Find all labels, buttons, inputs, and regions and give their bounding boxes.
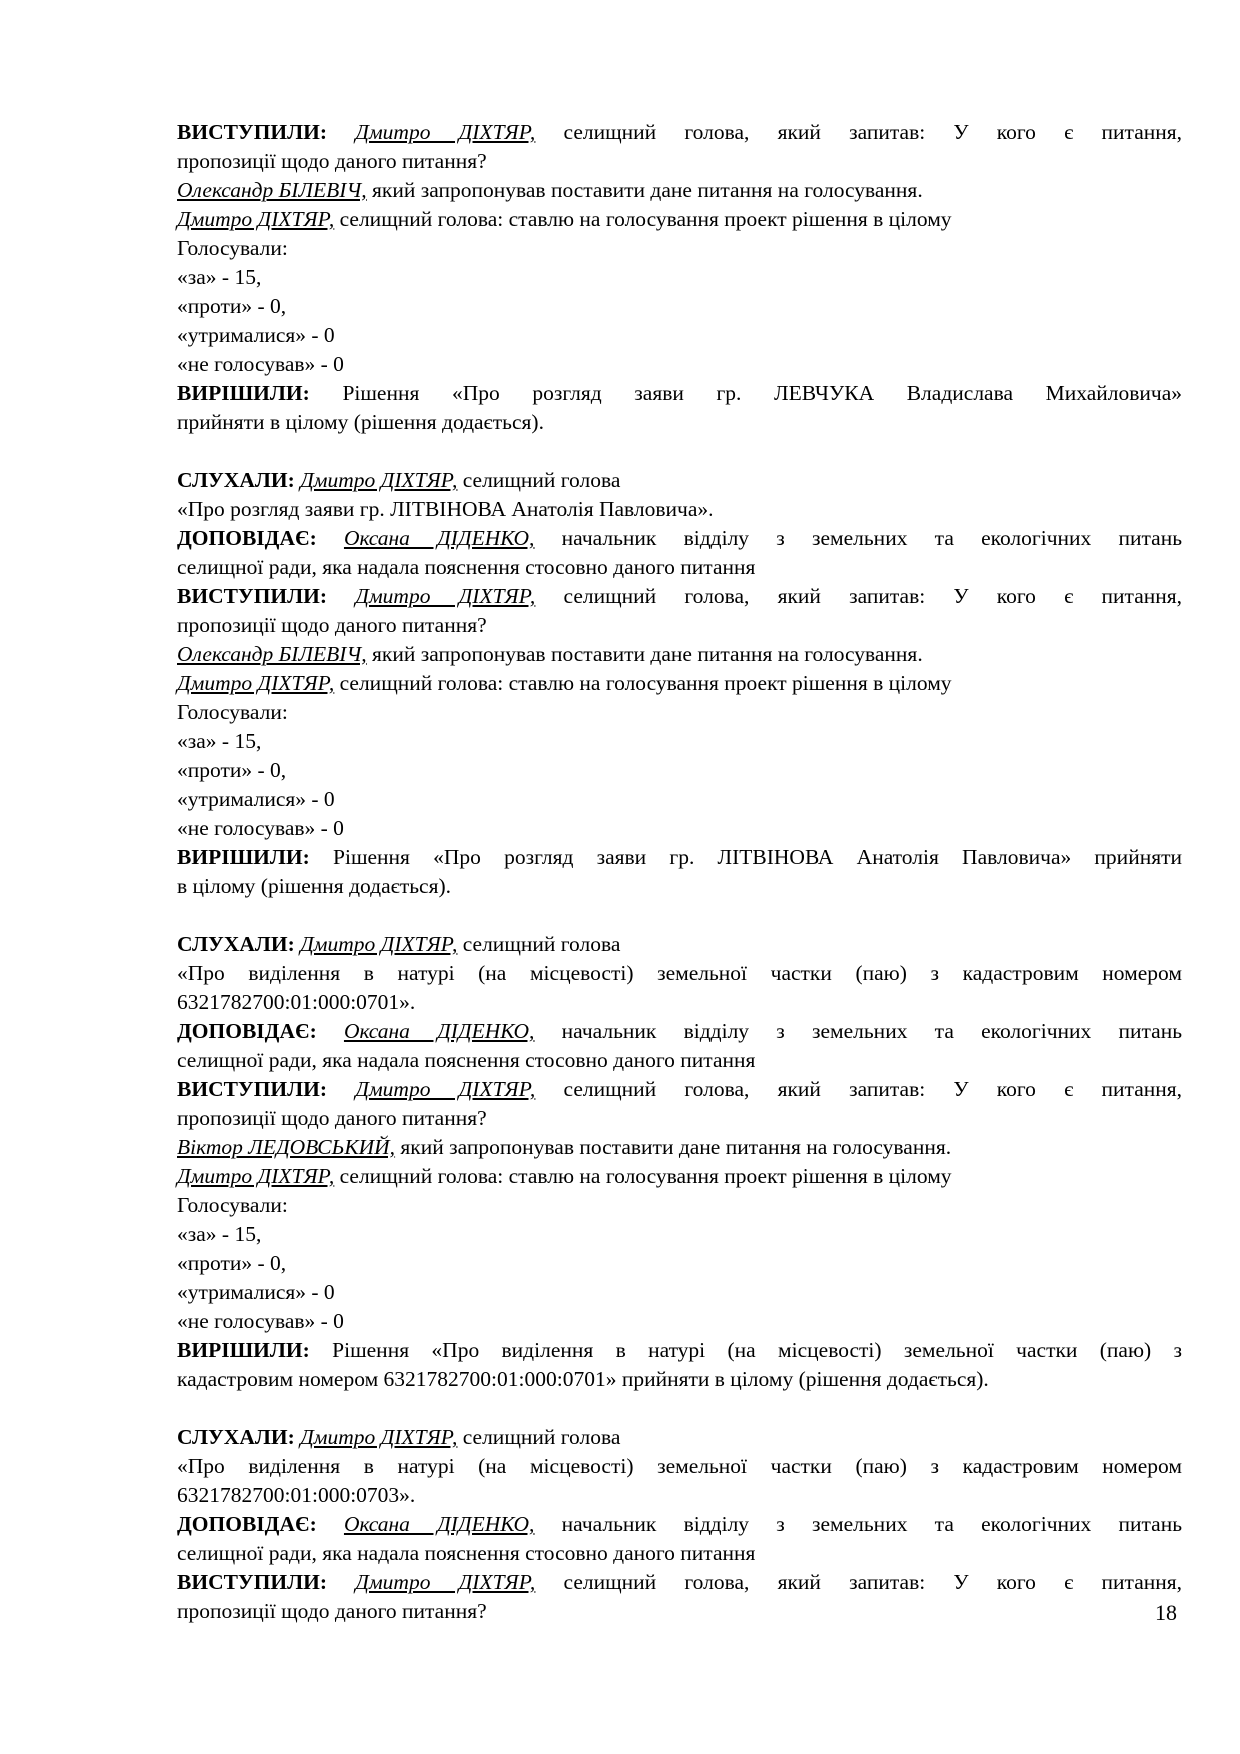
proposal-line: Олександр БІЛЕВІЧ, який запропонував поставити дане питання на голосування. — [177, 642, 923, 666]
put-to-vote-line: Дмитро ДІХТЯР, селищний голова: ставлю на голосування проект рішення в цілому — [177, 671, 952, 695]
heard-line: СЛУХАЛИ: Дмитро ДІХТЯР, селищний голова — [177, 932, 621, 956]
put-to-vote-line: Дмитро ДІХТЯР, селищний голова: ставлю на голосування проект рішення в цілому — [177, 207, 952, 231]
put-to-vote-line: Дмитро ДІХТЯР, селищний голова: ставлю на голосування проект рішення в цілому — [177, 1164, 952, 1188]
voted-label: Голосували: — [177, 700, 288, 724]
vote-for: «за» - 15, — [177, 265, 262, 289]
decision-line: ВИРІШИЛИ: Рішення «Про виділення в натурі (на місцевості) земельної частки (паю) з — [177, 1338, 1182, 1362]
reports-line: ДОПОВІДАЄ: Оксана ДІДЕНКО, начальник відділу з земельних та екологічних питань — [177, 1019, 1183, 1043]
spoke-line-cont: пропозиції щодо даного питання? — [177, 149, 487, 173]
vote-none: «не голосував» - 0 — [177, 1309, 344, 1333]
agenda-item-title-cont: 6321782700:01:000:0703». — [177, 1483, 416, 1507]
vote-for: «за» - 15, — [177, 729, 262, 753]
document-page — [177, 118, 1182, 1626]
proposal-line: Олександр БІЛЕВІЧ, який запропонував поставити дане питання на голосування. — [177, 178, 923, 202]
vote-against: «проти» - 0, — [177, 294, 287, 318]
agenda-item-title: «Про виділення в натурі (на місцевості) земельної частки (паю) з кадастровим номером — [177, 961, 1182, 985]
spoke-line: ВИСТУПИЛИ: Дмитро ДІХТЯР, селищний голова, який запитав: У кого є питання, — [177, 1570, 1183, 1594]
voted-label: Голосували: — [177, 236, 288, 260]
spoke-line-cont: пропозиції щодо даного питання? — [177, 1106, 487, 1130]
reports-line: ДОПОВІДАЄ: Оксана ДІДЕНКО, начальник відділу з земельних та екологічних питань — [177, 1512, 1183, 1536]
heard-line: СЛУХАЛИ: Дмитро ДІХТЯР, селищний голова — [177, 1425, 621, 1449]
vote-abstained: «утрималися» - 0 — [177, 323, 335, 347]
decision-line-cont: прийняти в цілому (рішення додається). — [177, 410, 544, 434]
reports-line-cont: селищної ради, яка надала пояснення стосовно даного питання — [177, 1541, 756, 1565]
reports-line-cont: селищної ради, яка надала пояснення стосовно даного питання — [177, 555, 756, 579]
vote-against: «проти» - 0, — [177, 1251, 287, 1275]
decision-line-cont: в цілому (рішення додається). — [177, 874, 452, 898]
decision-line-cont: кадастровим номером 6321782700:01:000:0701» прийняти в цілому (рішення додається). — [177, 1367, 989, 1391]
proposal-line: Віктор ЛЕДОВСЬКИЙ, який запропонував поставити дане питання на голосування. — [177, 1135, 952, 1159]
spoke-line: ВИСТУПИЛИ: Дмитро ДІХТЯР, селищний голова, який запитав: У кого є питання, — [177, 584, 1183, 608]
spoke-line: ВИСТУПИЛИ: Дмитро ДІХТЯР, селищний голова, який запитав: У кого є питання, — [177, 1077, 1183, 1101]
vote-none: «не голосував» - 0 — [177, 352, 344, 376]
spoke-line: ВИСТУПИЛИ: Дмитро ДІХТЯР, селищний голова, який запитав: У кого є питання, — [177, 120, 1183, 144]
decision-line: ВИРІШИЛИ: Рішення «Про розгляд заяви гр. ЛІТВІНОВА Анатолія Павловича» прийняти — [177, 845, 1182, 869]
vote-abstained: «утрималися» - 0 — [177, 1280, 335, 1304]
agenda-item-title: «Про розгляд заяви гр. ЛІТВІНОВА Анатолія Павловича». — [177, 497, 714, 521]
vote-none: «не голосував» - 0 — [177, 816, 344, 840]
page-number: 18 — [1155, 1600, 1177, 1625]
vote-abstained: «утрималися» - 0 — [177, 787, 335, 811]
decision-line: ВИРІШИЛИ: Рішення «Про розгляд заяви гр. ЛЕВЧУКА Владислава Михайловича» — [177, 381, 1183, 405]
agenda-item-title: «Про виділення в натурі (на місцевості) земельної частки (паю) з кадастровим номером — [177, 1454, 1182, 1478]
spoke-line-cont: пропозиції щодо даного питання? — [177, 613, 487, 637]
vote-for: «за» - 15, — [177, 1222, 262, 1246]
vote-against: «проти» - 0, — [177, 758, 287, 782]
reports-line: ДОПОВІДАЄ: Оксана ДІДЕНКО, начальник відділу з земельних та екологічних питань — [177, 526, 1183, 550]
reports-line-cont: селищної ради, яка надала пояснення стосовно даного питання — [177, 1048, 756, 1072]
spoke-line-cont: пропозиції щодо даного питання? — [177, 1599, 487, 1623]
agenda-item-title-cont: 6321782700:01:000:0701». — [177, 990, 416, 1014]
heard-line: СЛУХАЛИ: Дмитро ДІХТЯР, селищний голова — [177, 468, 621, 492]
voted-label: Голосували: — [177, 1193, 288, 1217]
